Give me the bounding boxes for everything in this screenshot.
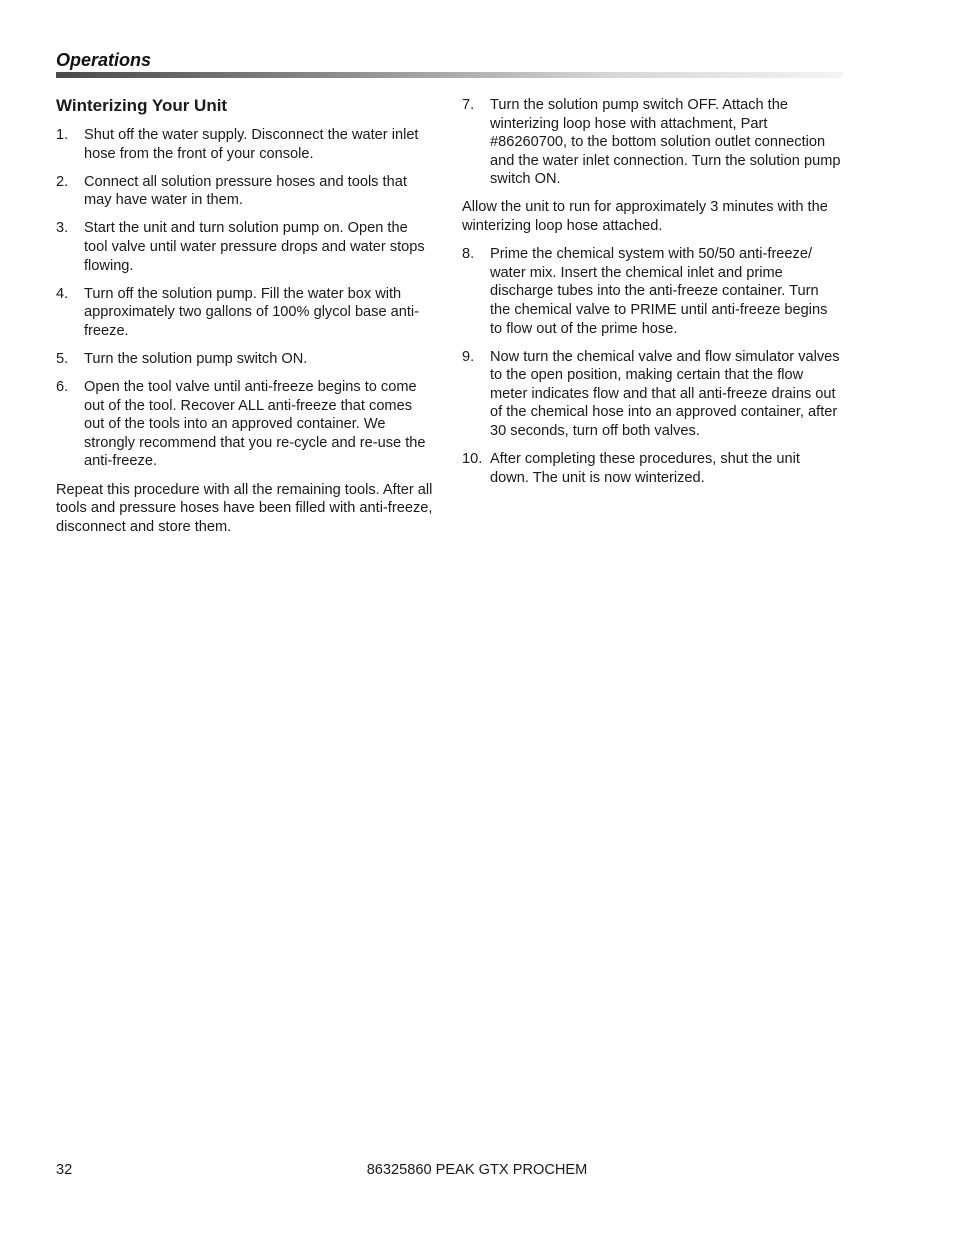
list-item (56, 350, 434, 369)
body-paragraph: Allow the unit to run for approximately 3 minutes with the winterizing loop hose attached. (462, 199, 828, 235)
step-text: Start the unit and turn solution pump on. Open the tool valve until water pressure drops and water stops flowing. (84, 220, 425, 274)
section-header: Operations (56, 50, 152, 70)
header-rule (56, 72, 842, 78)
left-column (56, 94, 434, 546)
page-number: 32 (56, 1162, 73, 1178)
list-item (462, 245, 842, 338)
list-item (462, 348, 842, 441)
page-title: Winterizing Your Unit (56, 96, 228, 115)
step-text: Prime the chemical system with 50/50 anti-freeze/ water mix. Insert the chemical inlet and prime discharge tubes into the anti-freeze container. Turn the chemical valve to PRIME until anti-freeze begins to flow out of the prime hose. (490, 246, 828, 337)
step-number: 2. (56, 173, 69, 190)
list-item (56, 285, 434, 341)
step-text: Turn the solution pump switch ON. (84, 350, 308, 367)
step-number: 5. (56, 350, 69, 367)
step-number: 7. (462, 97, 475, 113)
list-item (56, 219, 434, 275)
step-number: 4. (56, 285, 69, 302)
step-number: 10. (462, 451, 483, 468)
doc-id-text: 86325860 PEAK GTX PROCHEM (366, 1162, 588, 1178)
list-item (462, 96, 842, 189)
list-item (56, 378, 434, 471)
step-number: 1. (56, 127, 69, 143)
body-paragraph: Repeat this procedure with all the remaining tools. After all tools and pressure hoses have been filled with anti-freeze, disconnect and store them. (56, 481, 433, 535)
step-text: After completing these procedures, shut the unit down. The unit is now winterized. (490, 451, 800, 486)
list-item (462, 450, 842, 487)
step-text: Shut off the water supply. Disconnect the water inlet hose from the front of your console. (84, 127, 419, 162)
list-item (56, 173, 434, 210)
list-item (56, 126, 434, 163)
step-number: 9. (462, 348, 475, 365)
step-text: Open the tool valve until anti-freeze begins to come out of the tool. Recover ALL anti-freeze that comes out of the tools into an approved container. We strongly recommend that you re-cycle and re-use the anti-freeze. (84, 379, 426, 470)
footer-doc-id (0, 1162, 954, 1178)
step-text: Now turn the chemical valve and flow simulator valves to the open position, making certain that the flow meter indicates flow and that all anti-freeze drains out of the chemical hose into an approved container, after 30 seconds, turn off both valves. (490, 348, 840, 439)
step-text: Turn off the solution pump. Fill the water box with approximately two gallons of 100% glycol base anti-freeze. (84, 285, 420, 339)
step-text: Connect all solution pressure hoses and tools that may have water in them. (84, 173, 407, 209)
right-column (462, 96, 842, 497)
step-text: Turn the solution pump switch OFF. Attach the winterizing loop hose with attachment, Part #86260700, to the bottom solution outlet connection and the water inlet connection. Turn the solution pump switch ON. (490, 97, 841, 188)
step-number: 3. (56, 220, 69, 237)
step-number: 8. (462, 246, 475, 263)
step-number: 6. (56, 379, 69, 396)
